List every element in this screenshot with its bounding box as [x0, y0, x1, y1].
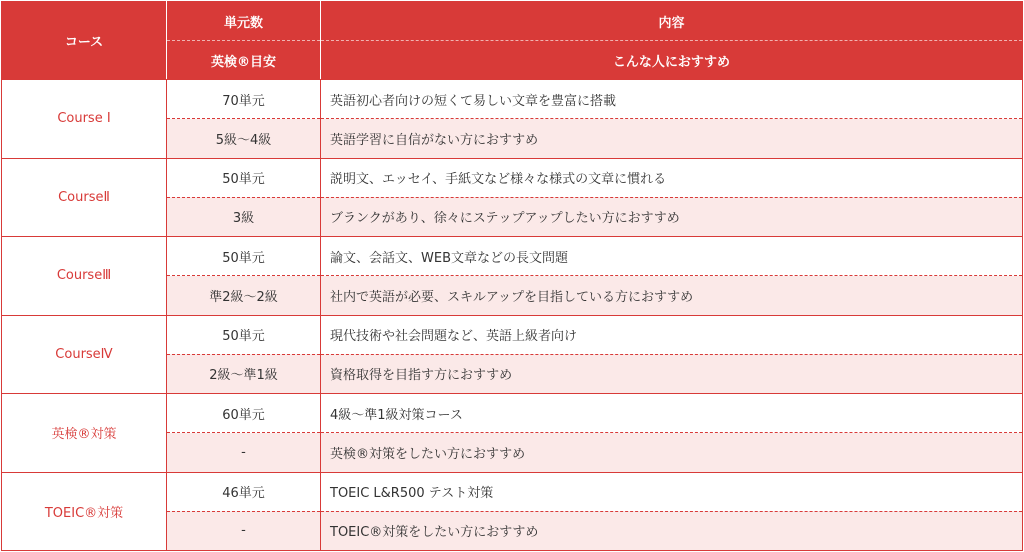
table-row	[2, 394, 1023, 433]
course-units: 50単元	[167, 315, 321, 354]
course-content: 現代技術や社会問題など、英語上級者向け	[321, 315, 1023, 354]
course-level: 3級	[167, 197, 321, 236]
course-content: 説明文、エッセイ、手紙文など様々な様式の文章に慣れる	[321, 158, 1023, 197]
course-units: 50単元	[167, 237, 321, 276]
course-level: -	[167, 433, 321, 472]
course-name: TOEIC®対策	[2, 472, 167, 551]
table-row	[2, 472, 1023, 511]
course-level: 5級～4級	[167, 119, 321, 158]
course-units: 70単元	[167, 80, 321, 119]
course-recommend: 資格取得を目指す方におすすめ	[321, 354, 1023, 393]
table-row	[2, 80, 1023, 119]
header-eiken-target: 英検®目安	[167, 41, 321, 80]
course-recommend: 英語学習に自信がない方におすすめ	[321, 119, 1023, 158]
course-content: 4級～準1級対策コース	[321, 394, 1023, 433]
table-row	[2, 237, 1023, 276]
course-name: CourseⅡ	[2, 158, 167, 237]
course-recommend: TOEIC®対策をしたい方におすすめ	[321, 511, 1023, 550]
header-units: 単元数	[167, 2, 321, 41]
header-recommended-for: こんな人におすすめ	[321, 41, 1023, 80]
course-units: 60単元	[167, 394, 321, 433]
course-recommend: ブランクがあり、徐々にステップアップしたい方におすすめ	[321, 197, 1023, 236]
course-units: 50単元	[167, 158, 321, 197]
course-recommend: 社内で英語が必要、スキルアップを目指している方におすすめ	[321, 276, 1023, 315]
header-content: 内容	[321, 2, 1023, 41]
table-row	[2, 315, 1023, 354]
header-row-1	[2, 2, 1023, 41]
course-recommend: 英検®対策をしたい方におすすめ	[321, 433, 1023, 472]
course-content: 論文、会話文、WEB文章などの長文問題	[321, 237, 1023, 276]
course-units: 46単元	[167, 472, 321, 511]
course-level: 2級～準1級	[167, 354, 321, 393]
table-row	[2, 158, 1023, 197]
course-table	[1, 1, 1023, 551]
course-name: CourseⅢ	[2, 237, 167, 316]
course-name: CourseⅣ	[2, 315, 167, 394]
course-level: -	[167, 511, 321, 550]
course-name: 英検®対策	[2, 394, 167, 473]
header-course: コース	[2, 2, 167, 80]
course-content: TOEIC L&R500 テスト対策	[321, 472, 1023, 511]
course-content: 英語初心者向けの短くて易しい文章を豊富に搭載	[321, 80, 1023, 119]
course-name: Course Ⅰ	[2, 80, 167, 159]
course-level: 準2級～2級	[167, 276, 321, 315]
